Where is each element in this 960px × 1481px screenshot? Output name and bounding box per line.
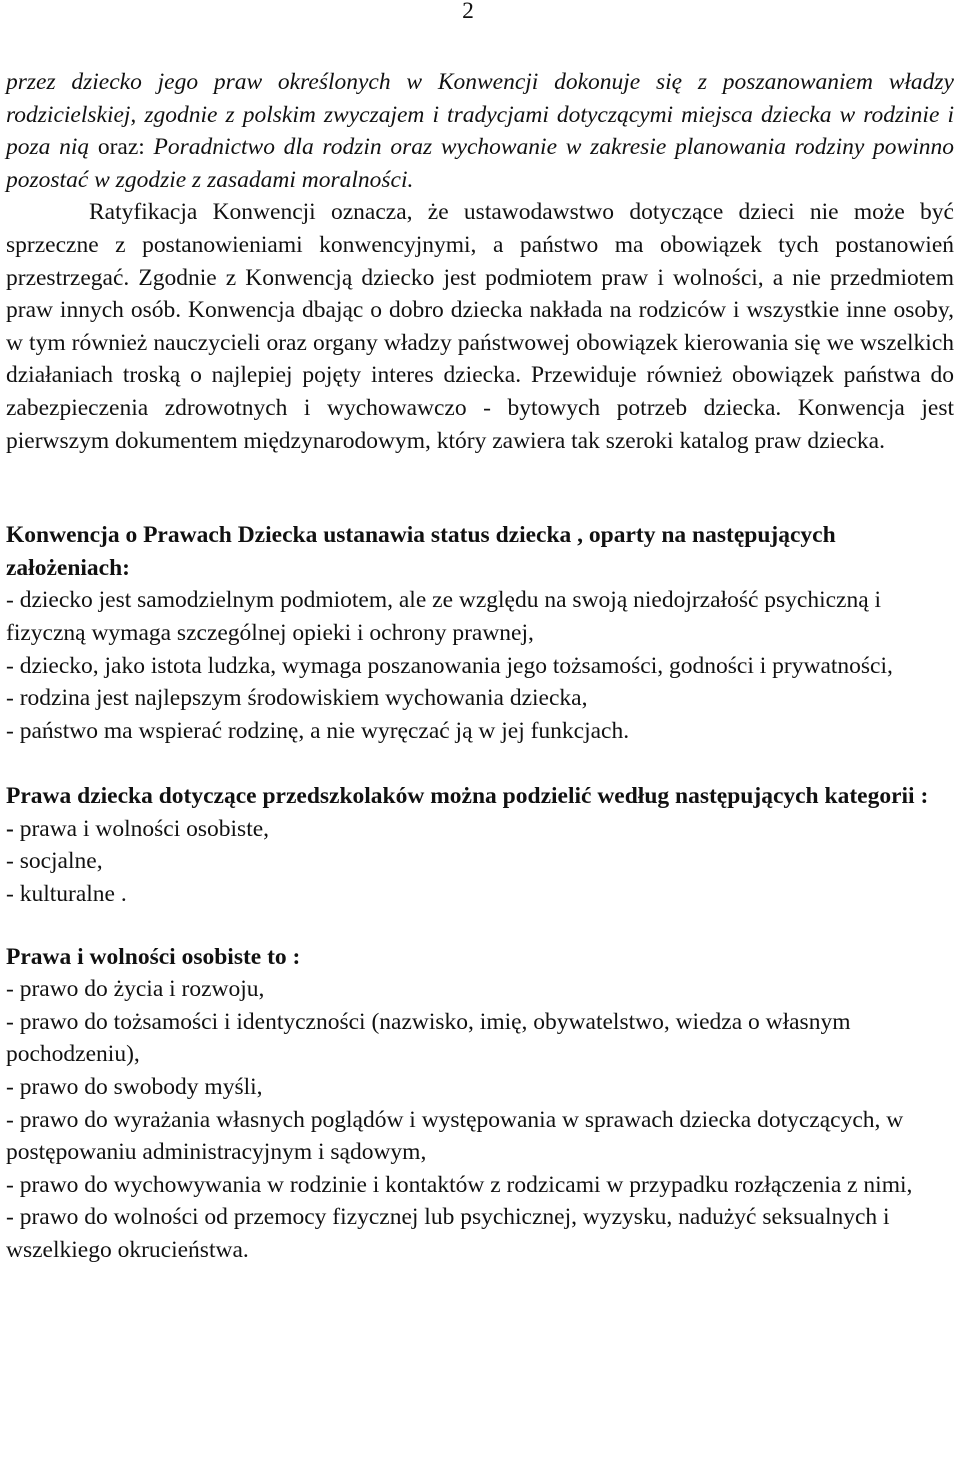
- intro-paragraph: [6, 66, 954, 457]
- list-item: [6, 813, 954, 846]
- intro-italic-text-1: przez dziecko jego praw określonych w Konwencji dokonuje się z poszanowaniem władzy rodzicielskiej, zgodnie z polskim zwyczajem i tradycjami dotyczącymi miejsca dziecka w rodzinie i poza nią: [6, 69, 954, 161]
- list: [6, 584, 954, 747]
- page-number: 2: [462, 0, 474, 24]
- intro-body-text: Ratyfikacja Konwencji oznacza, że ustawodawstwo dotyczące dzieci nie może być sprzeczne z postanowieniami konwencyjnymi, a państwo ma obowiązek tych postanowień przestrzegać. Zgodnie z Konwencją dziecko jest podmiotem praw i wolności, a nie przedmiotem praw innych osób. Konwencja dbając o dobro dziecka nakłada na rodziców i wszystkie inne osoby, w tym również nauczycieli oraz organy władzy państwowej obowiązek kierowania się we wszelkich działaniach troską o najlepiej pojęty interes dziecka. Przewiduje również obowiązek państwa do zabezpieczenia zdrowotnych i wychowawczo - bytowych potrzeb dziecka. Konwencja jest pierwszym dokumentem międzynarodowym, który zawiera tak szeroki katalog praw dziecka.: [6, 199, 954, 454]
- list-item: - prawo do wyrażania własnych poglądów i występowania w sprawach dziecka dotyczących, w postępowaniu administracyjnym i sądowym,: [6, 1106, 904, 1166]
- list-item: - kulturalne .: [6, 881, 127, 908]
- list-item: - prawo do wolności od przemocy fizycznej lub psychicznej, wyzysku, nadużyć seksualnych i wszelkiego okrucieństwa.: [6, 1204, 890, 1263]
- list-item: - socjalne,: [6, 848, 103, 875]
- list-item: - prawo do życia i rozwoju,: [6, 976, 265, 1003]
- section-kategorie: [6, 780, 954, 910]
- list: [6, 813, 954, 911]
- list-item: - dziecko, jako istota ludzka, wymaga poszanowania jego tożsamości, godności i prywatności,: [6, 652, 893, 679]
- list-item: - państwo ma wspierać rodzinę, a nie wyręczać ją w jej funkcjach.: [6, 717, 630, 744]
- list-item: - dziecko jest samodzielnym podmiotem, ale ze względu na swoją niedojrzałość psychiczną i fizyczną wymaga szczególnej opieki i ochrony prawnej,: [6, 587, 882, 646]
- intro-oraz-text: oraz:: [97, 134, 154, 161]
- section-heading: Prawa i wolności osobiste to :: [6, 943, 301, 970]
- section-status-dziecka: [6, 519, 954, 747]
- list-item: - rodzina jest najlepszym środowiskiem wychowania dziecka,: [6, 685, 588, 712]
- list-item: - prawo do tożsamości i identyczności (nazwisko, imię, obywatelstwo, wiedza o własnym pochodzeniu),: [6, 1008, 851, 1068]
- list-dash: -: [6, 815, 14, 842]
- list: [6, 973, 954, 1266]
- section-heading: Konwencja o Prawach Dziecka ustanawia status dziecka , oparty na następujących założeniach:: [6, 522, 836, 581]
- intro-italic-text-2: Poradnictwo dla rodzin oraz wychowanie w zakresie planowania rodziny powinno pozostać w zgodzie z zasadami moralności.: [6, 134, 954, 193]
- list-item-text: prawa i wolności osobiste,: [13, 815, 270, 842]
- list-item: - prawo do wychowywania w rodzinie i kontaktów z rodzicami w przypadku rozłączenia z nimi,: [6, 1171, 913, 1198]
- list-item: - prawo do swobody myśli,: [6, 1074, 263, 1101]
- document-body: [6, 66, 954, 1267]
- section-heading: Prawa dziecka dotyczące przedszkolaków można podzielić według następujących kategorii :: [6, 783, 929, 810]
- section-prawa-osobiste: [6, 941, 954, 1267]
